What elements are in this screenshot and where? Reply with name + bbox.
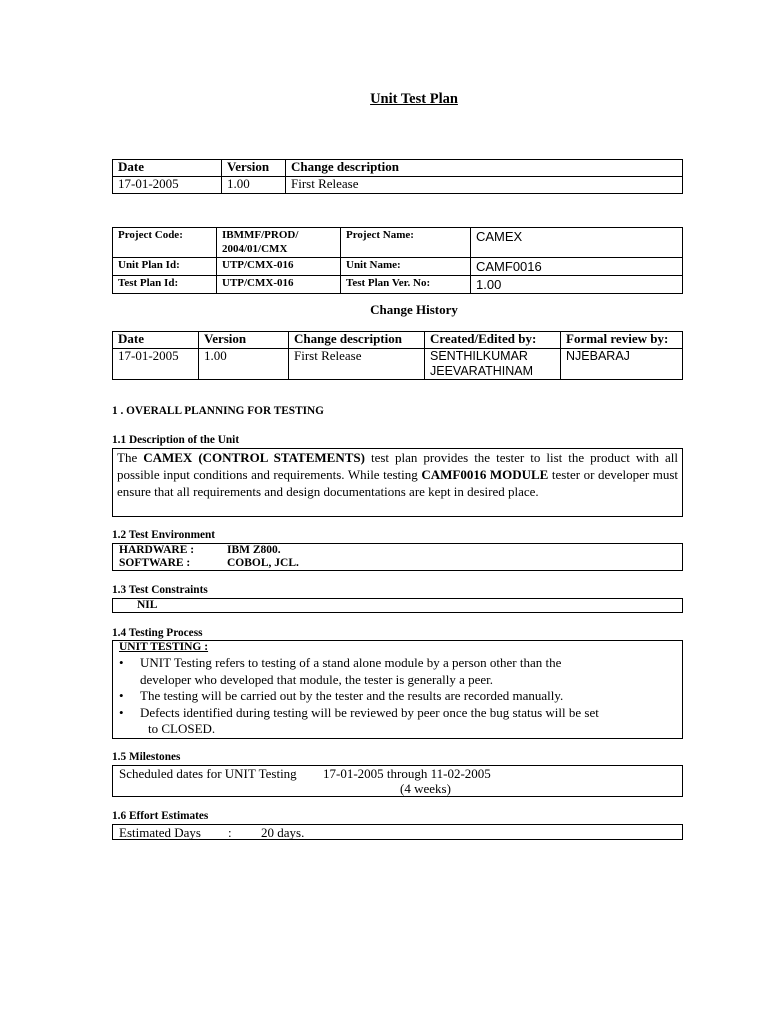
effort-colon: :: [228, 825, 232, 840]
milestones-duration: (4 weeks): [400, 781, 451, 796]
description-text: The: [117, 450, 144, 465]
page-title: Unit Test Plan: [370, 91, 458, 107]
test-plan-ver-label: Test Plan Ver. No:: [341, 276, 471, 294]
unit-plan-id-label: Unit Plan Id:: [113, 258, 217, 276]
table-cell: [425, 349, 561, 380]
effort-value: 20 days.: [261, 825, 305, 840]
project-name-value: CAMEX: [471, 228, 683, 258]
column-header: Date: [113, 160, 222, 177]
project-code-label: Project Code:: [113, 228, 217, 258]
unit-name-value: CAMF0016: [471, 258, 683, 276]
table-cell: NJEBARAJ: [561, 349, 683, 380]
release-table-header: [113, 160, 683, 177]
project-code-line: 2004/01/CMX: [222, 243, 288, 255]
unit-testing-subheading: UNIT TESTING :: [119, 641, 209, 653]
list-item-text: The testing will be carried out by the tester and the results are recorded manually.: [140, 688, 564, 703]
column-header: Date: [113, 332, 199, 349]
list-item-text: developer who developed that module, the tester is generally a peer.: [140, 671, 494, 687]
environment-box: [112, 543, 683, 571]
change-history-table: [112, 331, 683, 380]
table-cell: First Release: [286, 177, 683, 194]
constraints-box: [112, 598, 683, 613]
table-row: [113, 276, 683, 294]
milestones-box: [112, 765, 683, 797]
hardware-label: HARDWARE :: [119, 544, 195, 556]
created-by-line: JEEVARATHINAM: [430, 364, 534, 378]
column-header: Formal review by:: [561, 332, 683, 349]
list-item-text: UNIT Testing refers to testing of a stand alone module by a person other than the: [140, 655, 562, 670]
table-cell: 1.00: [222, 177, 286, 194]
subsection-heading: 1.5 Milestones: [112, 751, 181, 763]
test-plan-id-label: Test Plan Id:: [113, 276, 217, 294]
table-cell: First Release: [289, 349, 425, 380]
column-header: Version: [199, 332, 289, 349]
subsection-heading: 1.4 Testing Process: [112, 627, 203, 639]
description-box: [112, 448, 683, 517]
column-header: Created/Edited by:: [425, 332, 561, 349]
table-row: [113, 228, 683, 258]
column-header: Change description: [289, 332, 425, 349]
list-item-text: Defects identified during testing will be reviewed by peer once the bug status will be set: [140, 704, 599, 720]
table-row: [113, 177, 683, 194]
project-name-label: Project Name:: [341, 228, 471, 258]
software-label: SOFTWARE :: [119, 557, 191, 569]
effort-label: Estimated Days: [119, 825, 201, 840]
column-header: Change description: [286, 160, 683, 177]
column-header: Version: [222, 160, 286, 177]
table-cell: 17-01-2005: [113, 349, 199, 380]
release-table: [112, 159, 683, 194]
description-bold: CAMEX (CONTROL STATEMENTS): [143, 450, 365, 465]
unit-name-label: Unit Name:: [341, 258, 471, 276]
list-item: [113, 705, 682, 738]
milestones-label: Scheduled dates for UNIT Testing: [119, 766, 297, 781]
description-bold: CAMF0016 MODULE: [421, 467, 549, 482]
change-history-title: Change History: [370, 302, 458, 317]
table-row: [113, 349, 683, 380]
constraints-value: NIL: [137, 599, 158, 611]
test-plan-ver-value: 1.00: [471, 276, 683, 294]
hardware-value: IBM Z800.: [227, 544, 281, 556]
subsection-heading: 1.1 Description of the Unit: [112, 434, 240, 446]
subsection-heading: 1.6 Effort Estimates: [112, 810, 209, 822]
testing-process-box: [112, 640, 683, 739]
created-by-line: SENTHILKUMAR: [430, 349, 528, 363]
testing-process-list: [113, 655, 682, 738]
section-heading: 1 . OVERALL PLANNING FOR TESTING: [112, 405, 324, 417]
project-code-line: IBMMF/PROD/: [222, 229, 299, 241]
change-history-header: [113, 332, 683, 349]
table-row: [113, 258, 683, 276]
description-paragraph: [113, 449, 682, 500]
software-value: COBOL, JCL.: [227, 557, 299, 569]
table-cell: 17-01-2005: [113, 177, 222, 194]
project-code-value: [217, 228, 341, 258]
subsection-heading: 1.3 Test Constraints: [112, 584, 208, 596]
description-text: test plan provides the tester to list the product with all possible input conditions and requirements. While testing: [117, 450, 678, 482]
test-plan-id-value: UTP/CMX-016: [217, 276, 341, 294]
project-info-table: [112, 227, 683, 294]
effort-box: [112, 824, 683, 840]
milestones-range: 17-01-2005 through 11-02-2005: [323, 766, 491, 781]
list-item: [113, 688, 682, 705]
subsection-heading: 1.2 Test Environment: [112, 529, 216, 541]
description-text: tester or developer must ensure that all requirements and design documentations are kept in desired place.: [117, 467, 679, 499]
list-item: [113, 655, 682, 688]
table-cell: 1.00: [199, 349, 289, 380]
list-item-text: to CLOSED.: [148, 721, 216, 736]
unit-plan-id-value: UTP/CMX-016: [217, 258, 341, 276]
